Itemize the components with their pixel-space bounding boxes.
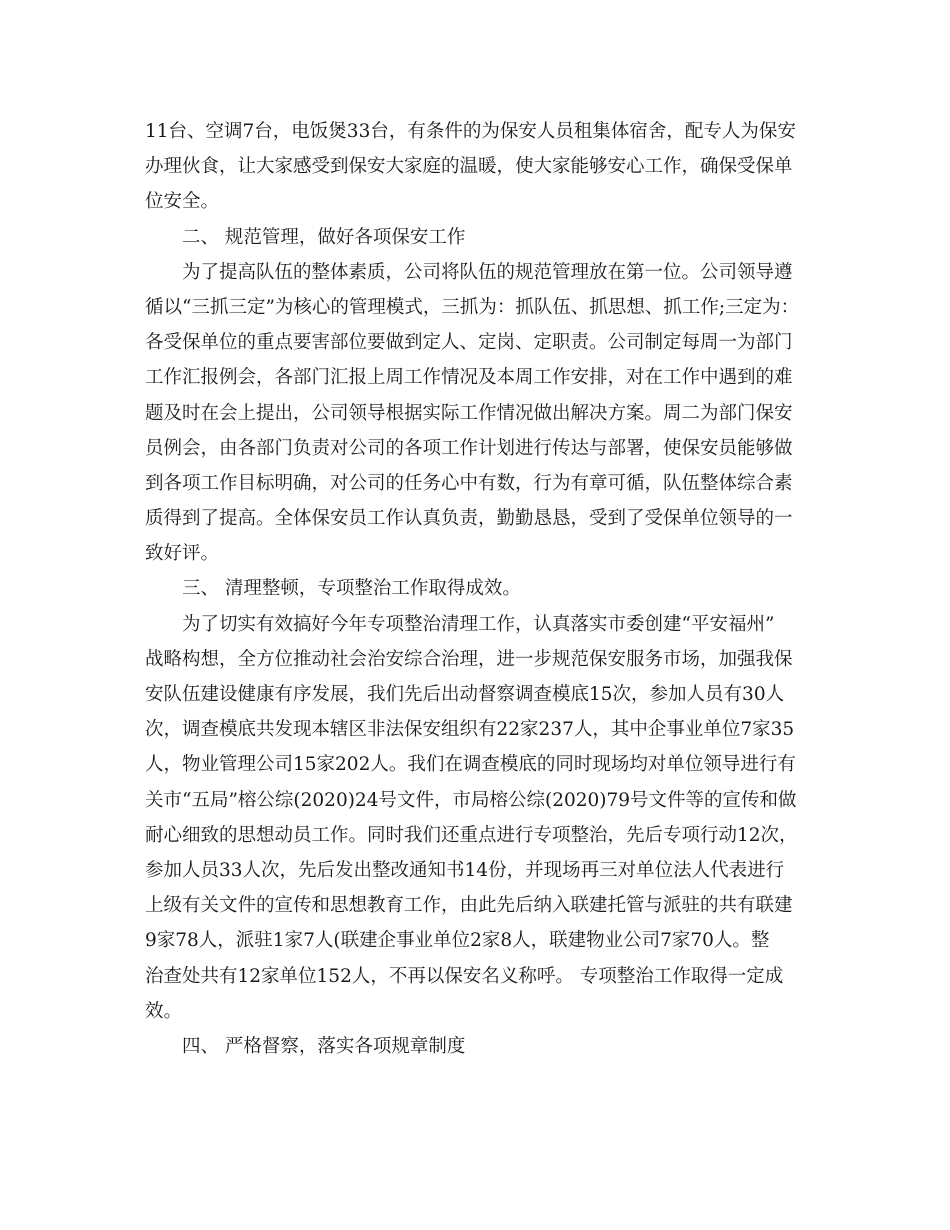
text-line: 到各项工作目标明确，对公司的任务心中有数，行为有章可循，队伍整体综合素	[145, 472, 793, 494]
text-line: 三、 清理整顿，专项整治工作取得成效。	[182, 578, 521, 600]
text-line: 工作汇报例会，各部门汇报上周工作情况及本周工作安排，对在工作中遇到的难	[145, 367, 793, 389]
text-line: 11台、空调7台，电饭煲33台，有条件的为保安人员租集体宿舍，配专人为保安	[145, 121, 796, 142]
text-line: 致好评。	[145, 543, 220, 565]
text-line: 循以“三抓三定”为核心的管理模式，三抓为：抓队伍、抓思想、抓工作;三定为：	[145, 296, 800, 318]
text-line: 次，调查模底共发现本辖区非法保安组织有22家237人，其中企事业单位7家35	[145, 719, 795, 741]
text-line: 参加人员33人次，先后发出整改通知书14份，并现场再三对单位法人代表进行	[145, 859, 785, 881]
text-line: 关市“五局”榕公综(2020)24号文件，市局榕公综(2020)79号文件等的宣传和做	[145, 789, 797, 811]
text-line: 安队伍建设健康有序发展，我们先后出动督察调查模底15次，参加人员有30人	[145, 684, 785, 705]
text-line: 人，物业管理公司15家202人。我们在调查模底的同时现场均对单位领导进行有	[145, 754, 796, 776]
text-line: 治查处共有12家单位152人，不再以保安名义称呼。 专项整治工作取得一定成	[145, 965, 784, 987]
text-line: 为了提高队伍的整体素质，公司将队伍的规范管理放在第一位。公司领导遵	[182, 261, 793, 283]
text-line: 质得到了提高。全体保安员工作认真负责，勤勤恳恳，受到了受保单位领导的一	[145, 508, 793, 530]
text-line: 上级有关文件的宣传和思想教育工作，由此先后纳入联建托管与派驻的共有联建	[145, 895, 793, 917]
text-line: 效。	[145, 1000, 183, 1022]
text-line: 位安全。	[145, 191, 220, 213]
text-line: 9家78人，派驻1家7人(联建企事业单位2家8人，联建物业公司7家70人。整	[145, 930, 770, 952]
text-line: 各受保单位的重点要害部位要做到定人、定岗、定职责。公司制定每周一为部门	[145, 332, 793, 354]
text-line: 耐心细致的思想动员工作。同时我们还重点进行专项整治，先后专项行动12次，	[145, 824, 798, 846]
text-line: 为了切实有效搞好今年专项整治清理工作，认真落实市委创建“平安福州”	[182, 613, 775, 635]
text-line: 二、 规范管理，做好各项保安工作	[182, 226, 466, 248]
text-line: 战略构想，全方位推动社会治安综合治理，进一步规范保安服务市场，加强我保	[145, 648, 793, 670]
text-line: 办理伙食，让大家感受到保安大家庭的温暖，使大家能够安心工作，确保受保单	[145, 156, 793, 178]
text-line: 四、 严格督察，落实各项规章制度	[182, 1035, 466, 1057]
text-line: 员例会，由各部门负责对公司的各项工作计划进行传达与部署，使保安员能够做	[145, 437, 793, 459]
document-body	[145, 114, 825, 1064]
text-line: 题及时在会上提出，公司领导根据实际工作情况做出解决方案。周二为部门保安	[145, 402, 793, 424]
